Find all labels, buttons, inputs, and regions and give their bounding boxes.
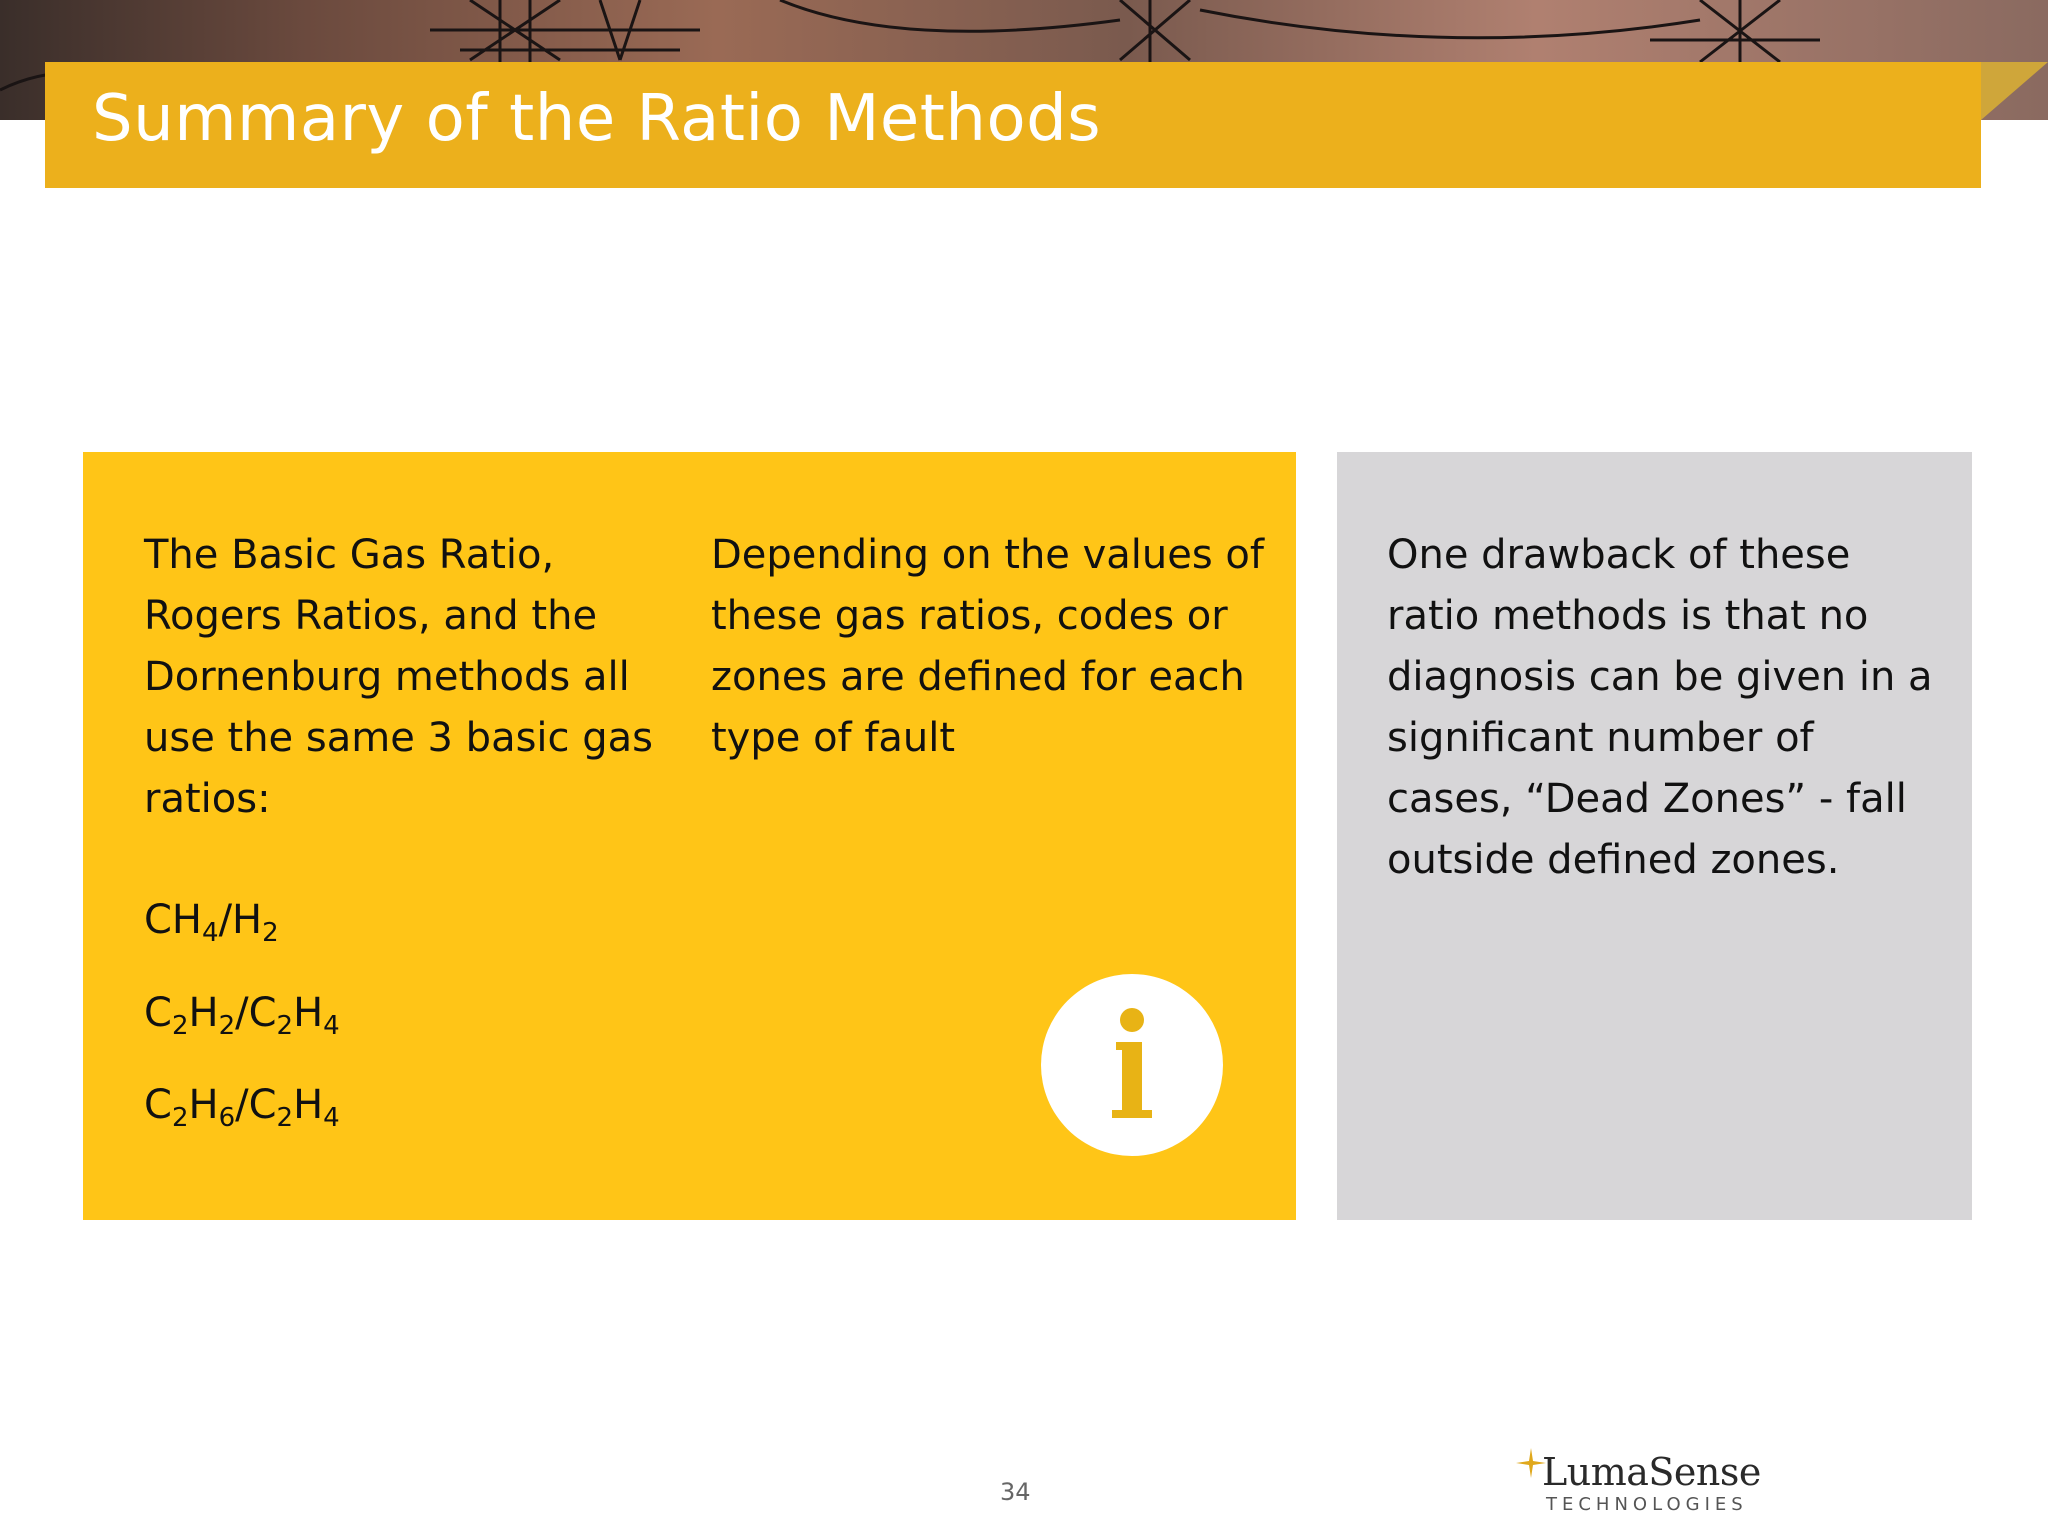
info-icon-dot — [1120, 1008, 1144, 1032]
drawback-text: One drawback of these ratio methods is that no diagnosis can be given in a significant number of cases, “Dead Zones” - fall outside defined zones. — [1387, 532, 1933, 883]
formula-subscript: 6 — [218, 1103, 236, 1133]
formula-subscript: 4 — [323, 1011, 340, 1041]
formula-subscript: 2 — [218, 1011, 236, 1041]
formula-c2h2-c2h4 — [144, 990, 340, 1041]
formula-ch4-h2 — [144, 897, 279, 948]
formula-text: /C — [235, 990, 277, 1036]
title-bar-corner — [1981, 62, 2048, 120]
formula-subscript: 2 — [171, 1103, 189, 1133]
formula-subscript: 2 — [276, 1011, 294, 1041]
formula-text: H — [293, 1082, 324, 1128]
formula-c2h6-c2h4 — [144, 1082, 340, 1133]
formula-text: CH — [144, 897, 203, 943]
formula-text: /H — [218, 897, 263, 943]
formula-text: C — [144, 990, 172, 1036]
company-logo — [1516, 1448, 1761, 1520]
formula-text: H — [188, 990, 219, 1036]
formula-text: /C — [235, 1082, 277, 1128]
formula-text: H — [293, 990, 324, 1036]
slide-title: Summary of the Ratio Methods — [92, 82, 1102, 156]
codes-zones-text: Depending on the values of these gas ratios, codes or zones are defined for each type of fault — [711, 532, 1264, 761]
formula-subscript: 4 — [323, 1103, 340, 1133]
info-icon-stem — [1116, 1042, 1148, 1118]
formula-text: C — [144, 1082, 172, 1128]
basic-ratios-text: The Basic Gas Ratio, Rogers Ratios, and the Dornenburg methods all use the same 3 basic gas ratios: — [144, 532, 653, 822]
formula-subscript: 4 — [202, 918, 219, 948]
formula-subscript: 2 — [276, 1103, 294, 1133]
logo-tagline: TECHNOLOGIES — [1546, 1494, 1748, 1515]
formula-subscript: 2 — [171, 1011, 189, 1041]
formula-subscript: 2 — [262, 918, 279, 948]
formula-text: H — [188, 1082, 219, 1128]
logo-wordmark: LumaSense — [1542, 1450, 1761, 1494]
page-number: 34 — [1000, 1478, 1031, 1506]
